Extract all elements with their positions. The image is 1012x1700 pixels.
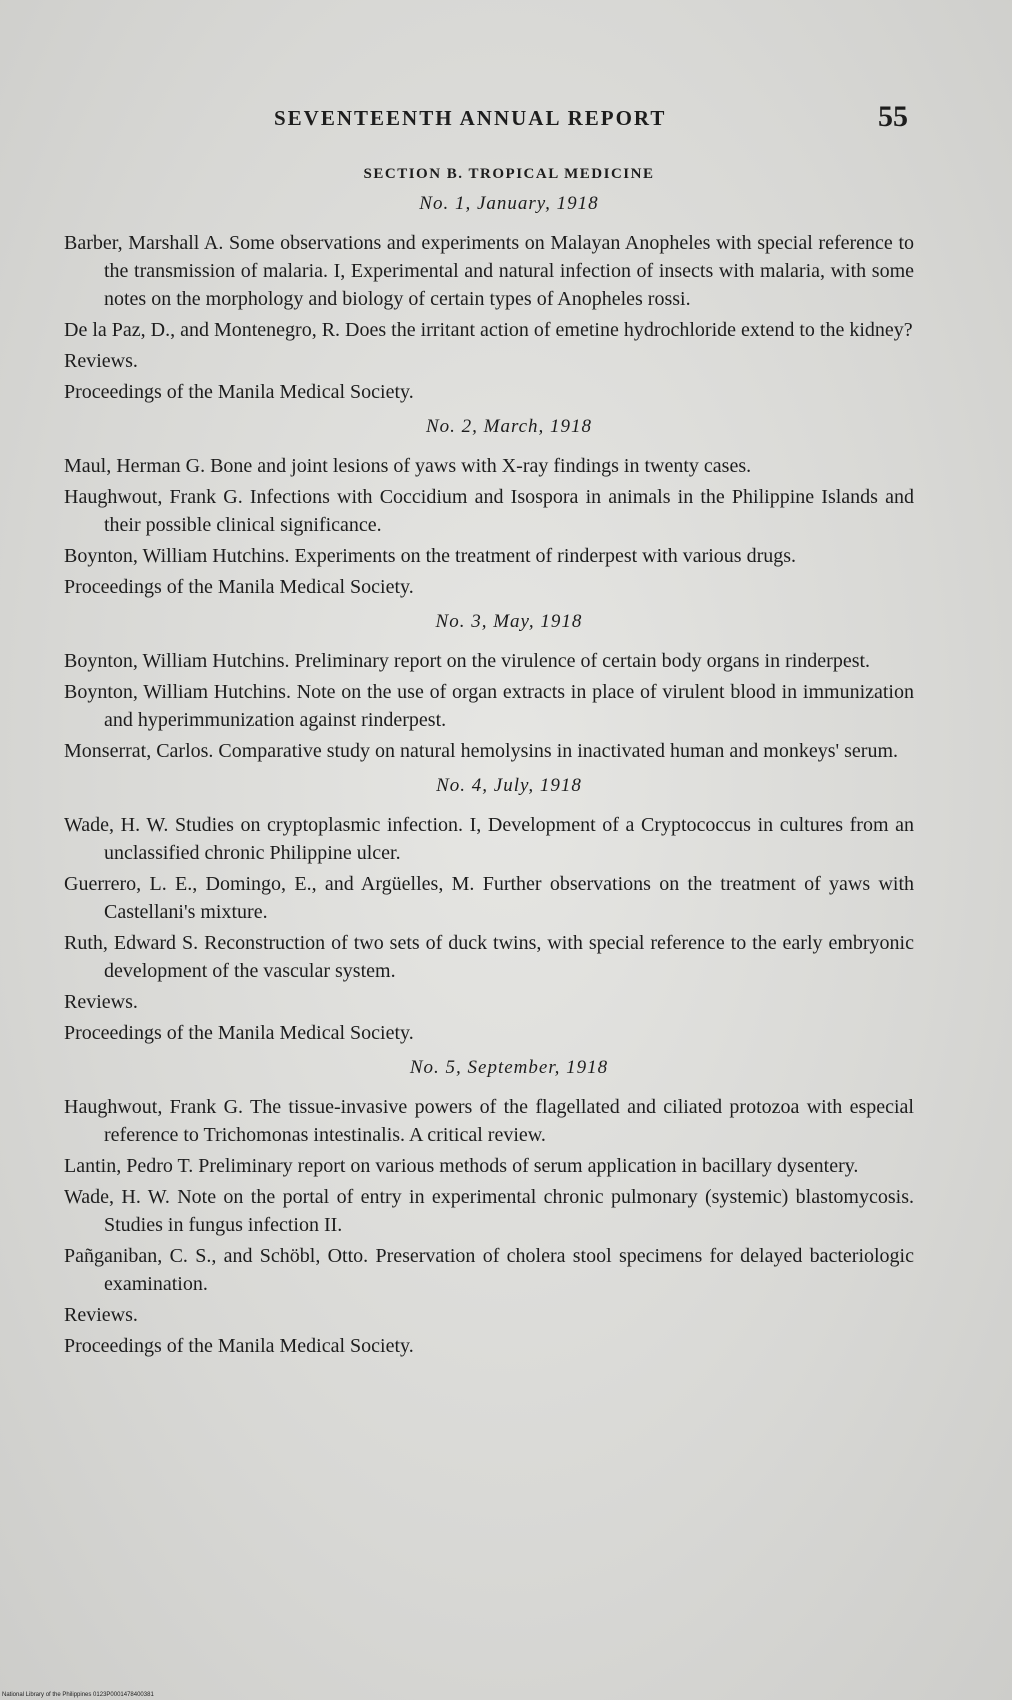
bibliography-entry: Ruth, Edward S. Reconstruction of two sets of duck twins, with special reference to the early embryonic development of the vascular system. bbox=[64, 932, 914, 982]
bibliography-entry: Pañganiban, C. S., and Schöbl, Otto. Preservation of cholera stool specimens for delayed bacteriologic examination. bbox=[64, 1245, 914, 1295]
bibliography-entry: Reviews. bbox=[64, 991, 138, 1013]
issue-heading: No. 4, July, 1918 bbox=[436, 775, 582, 796]
section-title: SECTION B. TROPICAL MEDICINE bbox=[363, 166, 655, 182]
bibliography-entry: Reviews. bbox=[64, 350, 138, 372]
bibliography-entry: Proceedings of the Manila Medical Society. bbox=[64, 1022, 414, 1044]
bibliography-entry: Barber, Marshall A. Some observations and experiments on Malayan Anopheles with special reference to the transmission of malaria. I, Experimental and natural infection of insects with malaria, with some notes on the morphology and biology of certain types of Anopheles rossi. bbox=[64, 232, 914, 310]
running-title: SEVENTEENTH ANNUAL REPORT bbox=[274, 106, 667, 130]
bibliography-entry: Proceedings of the Manila Medical Society. bbox=[64, 381, 414, 403]
bibliography-entry: De la Paz, D., and Montenegro, R. Does the irritant action of emetine hydrochloride extend to the kidney? bbox=[64, 319, 913, 341]
issue-block bbox=[64, 1057, 914, 1360]
issue-heading: No. 5, September, 1918 bbox=[409, 1057, 609, 1078]
issue-block bbox=[64, 416, 914, 601]
issue-heading: No. 2, March, 1918 bbox=[425, 416, 593, 437]
bibliography-entry: Boynton, William Hutchins. Preliminary report on the virulence of certain body organs in rinderpest. bbox=[64, 650, 871, 672]
bibliography-entry: Proceedings of the Manila Medical Society. bbox=[64, 1335, 414, 1357]
bibliography-entry: Haughwout, Frank G. Infections with Coccidium and Isospora in animals in the Philippine Islands and their possible clinical significance. bbox=[64, 486, 914, 536]
footer-stamp: National Library of the Philippines 0123P0001478400381 bbox=[2, 1692, 154, 1698]
issue-heading: No. 1, January, 1918 bbox=[419, 193, 599, 214]
issue-block bbox=[64, 611, 914, 765]
bibliography-entry: Boynton, William Hutchins. Experiments on the treatment of rinderpest with various drugs. bbox=[64, 545, 797, 567]
bibliography-entry: Guerrero, L. E., Domingo, E., and Argüelles, M. Further observations on the treatment of yaws with Castellani's mixture. bbox=[64, 873, 914, 923]
bibliography-entry: Maul, Herman G. Bone and joint lesions of yaws with X-ray findings in twenty cases. bbox=[64, 455, 752, 477]
bibliography-entry: Boynton, William Hutchins. Note on the use of organ extracts in place of virulent blood in immunization and hyperimmunization against rinderpest. bbox=[64, 681, 914, 731]
content bbox=[64, 160, 914, 1364]
issue-list bbox=[64, 193, 914, 1360]
bibliography-entry: Lantin, Pedro T. Preliminary report on various methods of serum application in bacillary dysentery. bbox=[64, 1155, 859, 1177]
page-number: 55 bbox=[878, 100, 908, 133]
issue-heading: No. 3, May, 1918 bbox=[435, 611, 583, 632]
running-head bbox=[0, 100, 1012, 140]
bibliography-entry: Proceedings of the Manila Medical Society. bbox=[64, 576, 414, 598]
issue-block bbox=[64, 193, 914, 406]
bibliography-entry: Wade, H. W. Note on the portal of entry in experimental chronic pulmonary (systemic) blastomycosis. Studies in fungus infection II. bbox=[64, 1186, 914, 1236]
issue-block bbox=[64, 775, 914, 1047]
bibliography-entry: Monserrat, Carlos. Comparative study on natural hemolysins in inactivated human and monkeys' serum. bbox=[64, 740, 898, 762]
bibliography-entry: Haughwout, Frank G. The tissue-invasive powers of the flagellated and ciliated protozoa with especial reference to Trichomonas intestinalis. A critical review. bbox=[64, 1096, 914, 1146]
bibliography-entry: Wade, H. W. Studies on cryptoplasmic infection. I, Development of a Cryptococcus in cultures from an unclassified chronic Philippine ulcer. bbox=[64, 814, 914, 864]
bibliography-entry: Reviews. bbox=[64, 1304, 138, 1326]
